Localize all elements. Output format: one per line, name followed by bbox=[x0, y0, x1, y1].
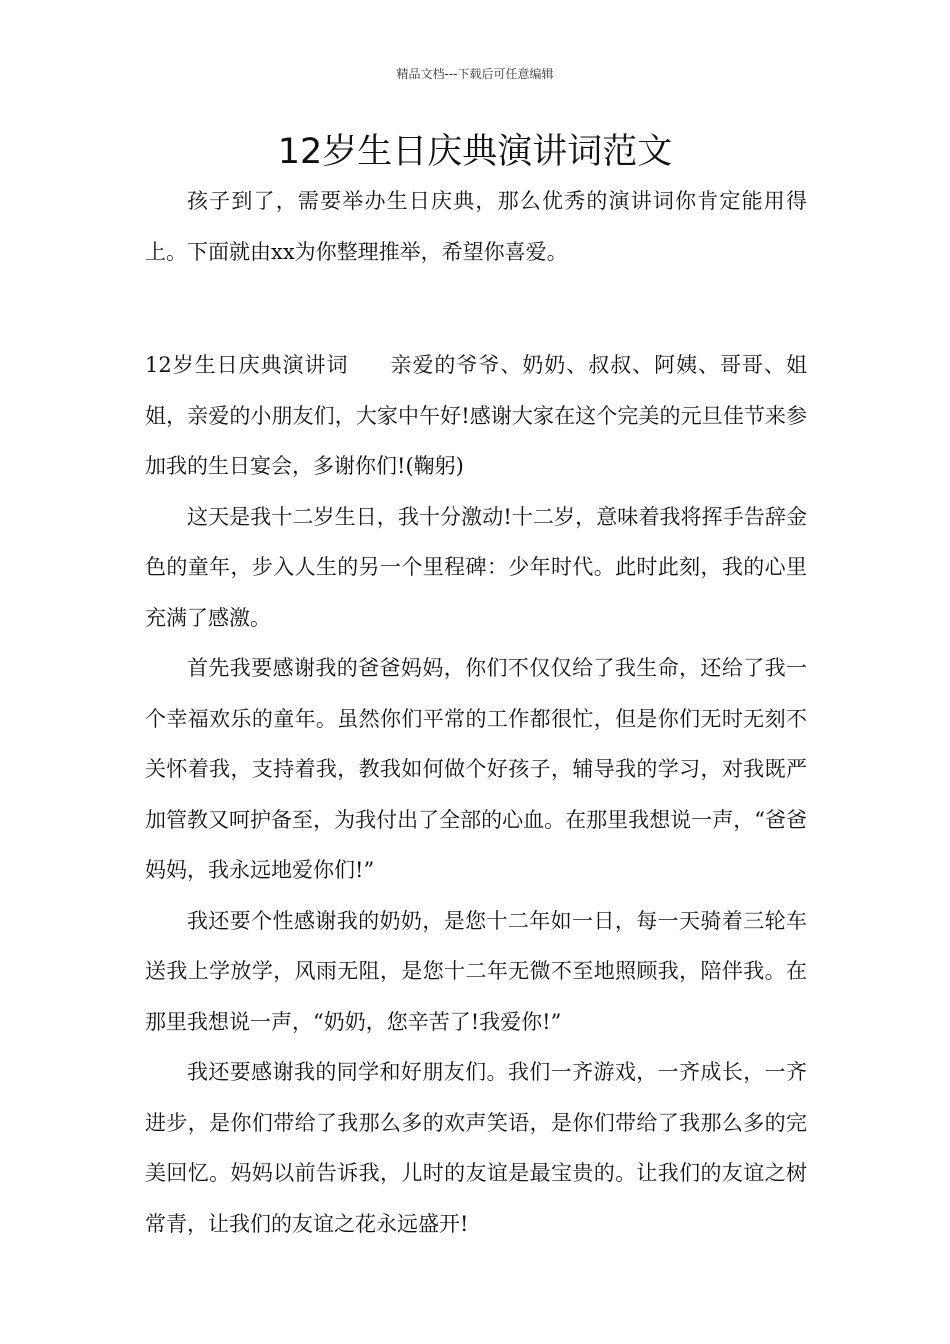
intro-paragraph: 孩子到了，需要举办生日庆典，那么优秀的演讲词你肯定能用得上。下面就由xx为你整理推举，希望你喜爱。 bbox=[145, 189, 807, 264]
header-note: 精品文档---下载后可任意编辑 bbox=[396, 67, 554, 81]
speech-greeting: 亲爱的爷爷、奶奶、叔叔、阿姨、哥哥、姐姐，亲爱的小朋友们，大家中午好!感谢大家在这个完美的元旦佳节来参加我的生日宴会，多谢你们!(鞠躬) bbox=[145, 353, 807, 478]
section-title: 12岁生日庆典演讲词 bbox=[145, 353, 349, 377]
speech-paragraph: 我还要感谢我的同学和好朋友们。我们一齐游戏，一齐成长，一齐进步，是你们带给了我那么多的欢声笑语，是你们带给了我那么多的完美回忆。妈妈以前告诉我，儿时的友谊是最宝贵的。让我们的友谊之树常青，让我们的友谊之花永远盛开! bbox=[145, 1060, 807, 1236]
speech-paragraph: 首先我要感谢我的爸爸妈妈，你们不仅仅给了我生命，还给了我一个幸福欢乐的童年。虽然你们平常的工作都很忙，但是你们无时无刻不关怀着我，支持着我，教我如何做个好孩子，辅导我的学习，对我既严加管教又呵护备至，为我付出了全部的心血。在那里我想说一声，“爸爸妈妈，我永远地爱你们!” bbox=[145, 656, 807, 882]
speech-opening-paragraph bbox=[145, 340, 807, 492]
speech-paragraph: 这天是我十二岁生日，我十分激动!十二岁，意味着我将挥手告辞金色的童年，步入人生的另一个里程碑：少年时代。此时此刻，我的心里充满了感激。 bbox=[145, 504, 807, 630]
document-body bbox=[145, 176, 807, 1249]
page-title: 12岁生日庆典演讲词范文 bbox=[277, 132, 673, 172]
paragraph-gap bbox=[145, 277, 807, 340]
speech-paragraph: 我还要个性感谢我的奶奶，是您十二年如一日，每一天骑着三轮车送我上学放学，风雨无阻，是您十二年无微不至地照顾我，陪伴我。在那里我想说一声，“奶奶，您辛苦了!我爱你!” bbox=[145, 908, 807, 1034]
